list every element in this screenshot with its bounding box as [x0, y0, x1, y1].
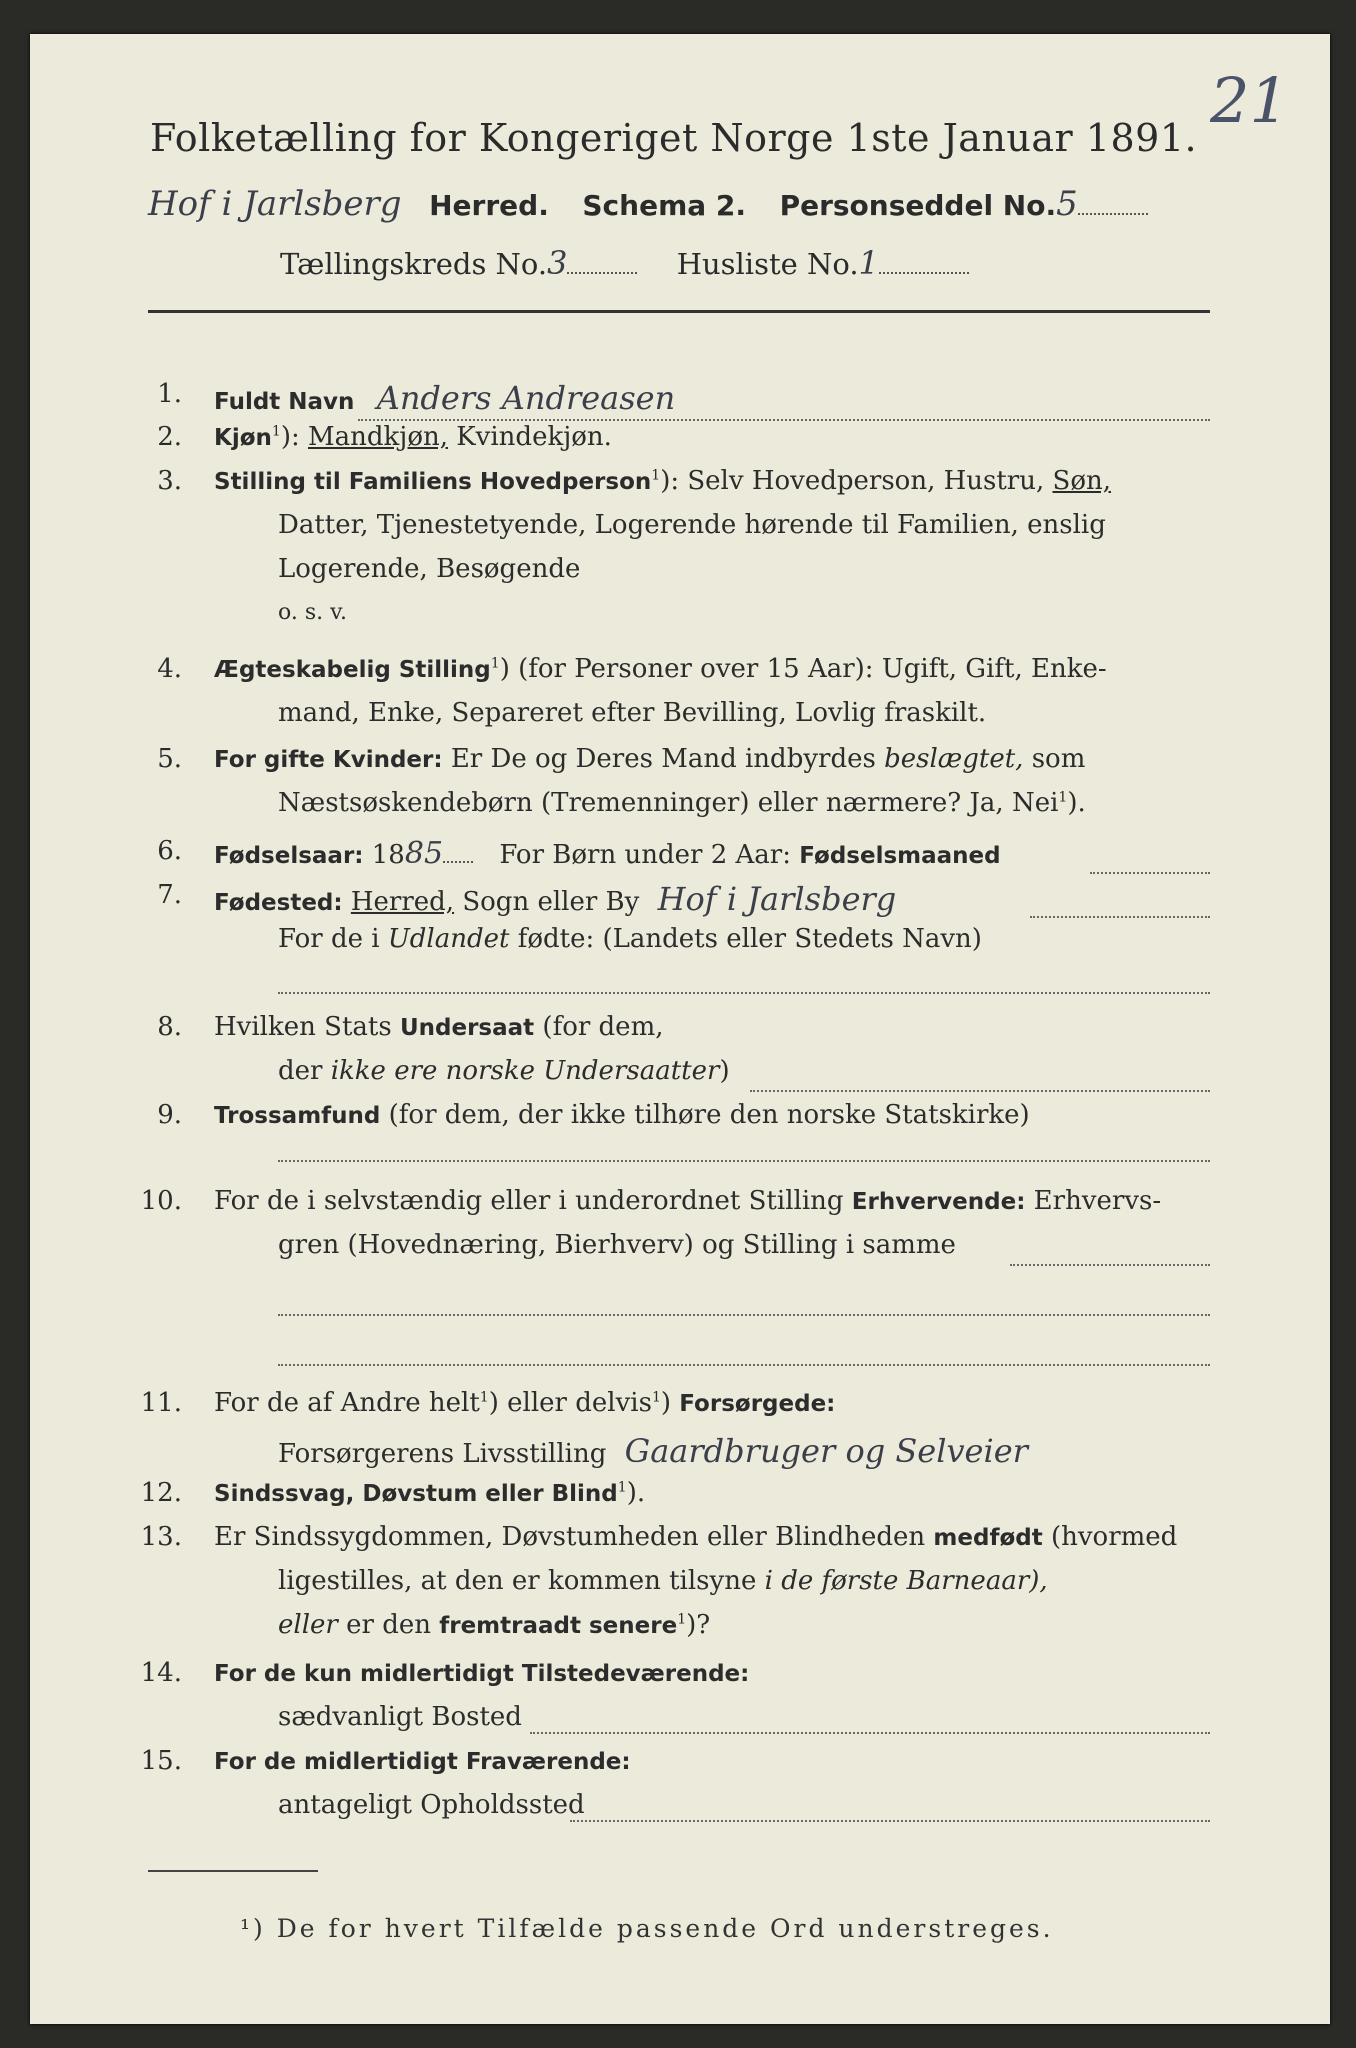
medfodt-label: medfødt: [933, 1525, 1043, 1551]
form-title: Folketælling for Kongeriget Norge 1ste Januar 1891.: [150, 116, 1198, 160]
aegteskab-options: (for Personer over 15 Aar): Ugift, Gift, Enke-: [518, 654, 1107, 684]
er-den: er den: [346, 1610, 431, 1640]
item-number: 10.: [140, 1186, 182, 1216]
item-number: 9.: [157, 1100, 182, 1130]
item-number: 6.: [157, 836, 182, 866]
item-number: 11.: [140, 1388, 182, 1418]
erhverv-desc-2: gren (Hovednæring, Bierhverv) og Stilling i samme: [278, 1230, 956, 1260]
fodselsmaaned-label: Fødselsmaaned: [799, 843, 1001, 869]
item-10: [214, 1186, 1161, 1216]
der: der: [278, 1056, 323, 1086]
footnote: ¹) De for hvert Tilfælde passende Ord understreges.: [240, 1914, 1054, 1943]
item-number: 4.: [157, 654, 182, 684]
item-2: Kjøn$^1$): Mandkjøn, Kvindekjøn.: [214, 422, 612, 452]
aegteskab-options-2: mand, Enke, Separeret efter Bevilling, Lovlig fraskilt.: [278, 698, 987, 728]
item-8b: der ikke ere norske Undersaatter): [278, 1056, 730, 1086]
barneaar: i de første Barneaar),: [764, 1566, 1048, 1596]
personseddel-label: Personseddel No.: [779, 189, 1057, 222]
fremtraadt-label: fremtraadt senere: [439, 1613, 678, 1639]
forsorgede-label: Forsørgede:: [679, 1391, 836, 1417]
item-8: [214, 1012, 663, 1042]
fodested-herred: Herred,: [350, 887, 455, 917]
item-number: 2.: [157, 422, 182, 452]
century: 18: [371, 840, 405, 870]
kreds-label: Tællingskreds No.: [280, 247, 548, 281]
item-15: [214, 1746, 631, 1776]
footnote-rule: [148, 1870, 318, 1872]
livsstilling-label: Forsørgerens Livsstilling: [278, 1439, 607, 1469]
item-number: 14.: [140, 1658, 182, 1688]
item-number: 8.: [157, 1012, 182, 1042]
born-under-2: For Børn under 2 Aar:: [499, 840, 791, 870]
som: som: [1031, 744, 1086, 774]
kreds-row: [280, 244, 969, 282]
fodested-sogn: Sogn eller By: [462, 887, 640, 917]
sindssygdom-desc: Er Sindssygdommen, Døvstumheden eller Blindheden: [214, 1522, 926, 1552]
item-number: 7.: [157, 880, 182, 910]
birthplace-answer: Hof i Jarlsberg: [657, 880, 897, 918]
item-9: [214, 1100, 1030, 1130]
husliste-number: 1: [858, 244, 879, 282]
trossamfund-desc: (for dem, der ikke tilhøre den norske Statskirke): [388, 1100, 1030, 1130]
item-11: For de af Andre helt$^1$) eller delvis$^1$) Forsørgede:: [214, 1388, 836, 1418]
footnote-mark: 1: [271, 423, 281, 440]
header-rule: [148, 310, 1210, 313]
item-11b: [278, 1432, 1028, 1470]
item-number: 5.: [157, 744, 182, 774]
erhvervs: Erhvervs-: [1033, 1186, 1162, 1216]
fodested-label: Fødested:: [214, 890, 343, 916]
stilling-options-3: Logerende, Besøgende: [278, 554, 581, 584]
header-row: [148, 184, 1148, 224]
item-13c: eller er den fremtraadt senere$^1$)?: [278, 1610, 711, 1640]
item-number: 3.: [157, 466, 182, 496]
helt: For de af Andre helt: [214, 1388, 480, 1418]
for-dem: (for dem,: [542, 1012, 664, 1042]
place-handwritten: Hof i Jarlsberg: [148, 184, 402, 224]
item-6: [214, 836, 1001, 871]
delvis: eller delvis: [507, 1388, 652, 1418]
aegteskab-label: Ægteskabelig Stilling: [214, 657, 491, 683]
item-3: Stilling til Familiens Hovedperson$^1$): Selv Hovedperson, Hustru, Søn,: [214, 466, 1111, 496]
stilling-label: Stilling til Familiens Hovedperson: [214, 469, 652, 495]
kjon-option-mandkjon: Mandkjøn,: [307, 422, 448, 452]
tilstedevaerende-label: For de kun midlertidigt Tilstedeværende:: [214, 1661, 750, 1687]
fravaerende-label: For de midlertidigt Fraværende:: [214, 1749, 631, 1775]
census-form-page: [30, 34, 1330, 2024]
sindssvag-label: Sindssvag, Døvstum eller Blind: [214, 1481, 618, 1507]
item-12: Sindssvag, Døvstum eller Blind$^1$).: [214, 1478, 646, 1508]
item-14: [214, 1658, 749, 1688]
birth-year-answer: 85: [404, 836, 444, 871]
gifte-kvinder-label: For gifte Kvinder:: [214, 747, 443, 773]
livsstilling-answer: Gaardbruger og Selveier: [624, 1432, 1028, 1470]
item-13b: [278, 1566, 1048, 1596]
ligestilles: ligestilles, at den er kommen tilsyne: [278, 1566, 757, 1596]
stilling-osv: o. s. v.: [278, 600, 347, 625]
erhverv-desc: For de i selvstændig eller i underordnet Stilling: [214, 1186, 844, 1216]
item-4: Ægteskabelig Stilling$^1$) (for Personer over 15 Aar): Ugift, Gift, Enke-: [214, 654, 1107, 684]
udlandet: Udlandet: [387, 924, 510, 954]
schema-label: Schema 2.: [582, 189, 747, 222]
kreds-number: 3: [547, 244, 568, 282]
gifte-question: Er De og Deres Mand indbyrdes: [450, 744, 876, 774]
ikke-norske: ikke ere norske Undersaatter: [330, 1056, 720, 1086]
item-number: 13.: [140, 1522, 182, 1552]
item-5: [214, 744, 1085, 774]
udlandet-suffix: fødte: (Landets eller Stedets Navn): [517, 924, 982, 954]
name-answer: Anders Andreasen: [376, 379, 676, 417]
bosted-label: sædvanligt Bosted: [278, 1702, 522, 1732]
stilling-options: Selv Hovedperson, Hustru,: [687, 466, 1045, 496]
page-number-handwritten: 21: [1210, 64, 1289, 137]
item-number: 15.: [140, 1746, 182, 1776]
gifte-question-2: Næstsøskendebørn (Tremenninger) eller nærmere? Ja, Nei: [278, 788, 1059, 818]
beslaegtet: beslægtet,: [884, 744, 1024, 774]
item-13: [214, 1522, 1177, 1552]
item-7: [214, 880, 896, 918]
stilling-options-2: Datter, Tjenestetyende, Logerende hørende til Familien, enslig: [278, 510, 1106, 540]
erhvervende-label: Erhvervende:: [851, 1189, 1026, 1215]
undersaat-label: Undersaat: [399, 1015, 535, 1041]
hvormed: (hvormed: [1050, 1522, 1178, 1552]
stilling-option-son: Søn,: [1052, 466, 1111, 496]
fodselsaar-label: Fødselsaar:: [214, 843, 364, 869]
husliste-label: Husliste No.: [676, 247, 859, 281]
item-1: [214, 379, 675, 417]
fuldt-navn-label: Fuldt Navn: [214, 389, 355, 415]
item-5b: Næstsøskendebørn (Tremenninger) eller nærmere? Ja, Nei$^1$).: [278, 788, 1086, 818]
trossamfund-label: Trossamfund: [214, 1103, 381, 1129]
eller: eller: [278, 1610, 338, 1640]
item-number: 1.: [157, 379, 182, 409]
item-number: 12.: [140, 1478, 182, 1508]
opholdssted-label: antageligt Opholdssted: [278, 1790, 585, 1820]
personseddel-number: 5: [1056, 184, 1078, 224]
udlandet-prefix: For de i: [278, 924, 380, 954]
item-7b: [278, 924, 982, 954]
stats-label: Hvilken Stats: [214, 1012, 392, 1042]
kjon-option-kvindekjon: Kvindekjøn.: [456, 422, 612, 452]
herred-label: Herred.: [429, 189, 549, 222]
kjon-label: Kjøn: [214, 425, 272, 451]
